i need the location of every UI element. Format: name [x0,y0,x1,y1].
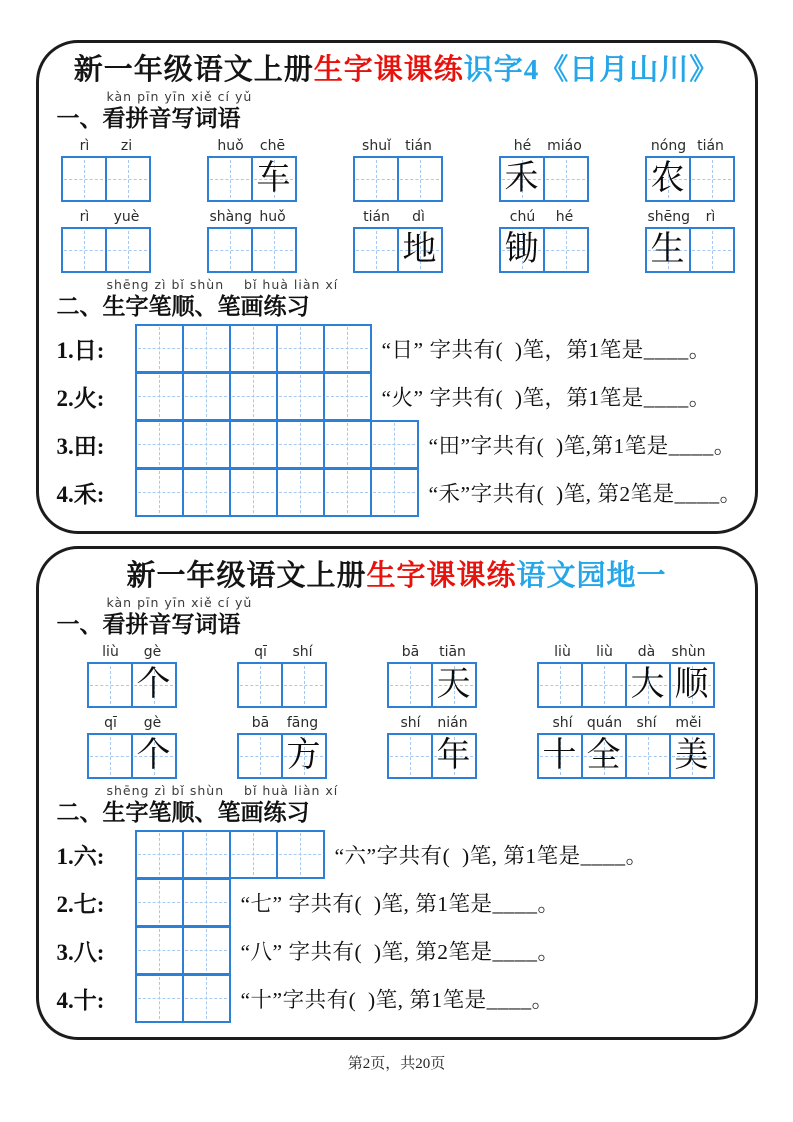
word-group [87,643,177,708]
writing-grid [353,156,443,202]
pinyin-row [210,137,294,155]
hanzi-char: 锄 [504,231,539,268]
hanzi-char: 顺 [674,666,709,703]
writing-grid [353,227,443,273]
writing-grid-cell [281,664,325,706]
stroke-practice-grid [135,878,231,927]
stroke-practice-cell [137,976,182,1021]
writing-grid-cell [581,664,625,706]
writing-grid-cell [239,735,281,777]
pinyin-syllable: yuè [113,209,140,225]
card1-title-red: 生字课课练 [313,54,464,86]
pinyin-row [90,643,174,661]
pinyin-syllable: chē [259,138,286,154]
pinyin-syllable: rì [705,209,716,225]
card2-title-cyan: 语文园地一 [516,560,667,592]
writing-grid-cell [539,664,581,706]
writing-grid-cell [281,735,325,777]
word-group [207,137,297,202]
stroke-practice-cell [323,470,370,515]
practice-row [53,973,741,1023]
practice-row [53,877,741,927]
writing-grid-cell [131,664,175,706]
pinyin-word-row [53,133,741,204]
stroke-practice-cell [323,374,370,419]
writing-grid-cell [355,158,397,200]
pinyin-syllable: dà [637,644,656,660]
writing-grid [61,227,151,273]
stroke-practice-grid [135,974,231,1023]
stroke-practice-cell [229,422,276,467]
pinyin-row [356,208,440,226]
pinyin-word-row [53,639,741,710]
stroke-practice-cell [276,832,323,877]
stroke-practice-cell [370,470,417,515]
stroke-practice-cell [276,422,323,467]
card1-title-cyan: 识字4《日月山川》 [463,54,720,86]
stroke-practice-cell [137,374,182,419]
stroke-practice-grid [135,420,419,469]
pinyin-syllable: hé [513,138,532,154]
writing-grid [87,662,177,708]
pinyin-row [390,714,474,732]
pinyin-row [648,137,732,155]
pinyin-syllable: tián [363,209,390,225]
stroke-count-question: “六”字共有( )笔, 第1笔是____。 [334,843,648,868]
pinyin-syllable: liù [554,644,571,660]
hanzi-char: 车 [256,160,291,197]
word-group [237,714,327,779]
stroke-practice-cell [323,422,370,467]
writing-grid-cell [209,158,251,200]
word-group [61,208,151,273]
stroke-practice-cell [137,880,182,925]
pinyin-row [356,137,440,155]
stroke-practice-cell [323,326,370,371]
practice-row [53,323,741,373]
stroke-practice-cell [182,880,229,925]
word-group [499,208,589,273]
stroke-practice-cell [229,470,276,515]
practice-char-label: 2.七: [56,891,105,917]
stroke-count-question: “十”字共有( )笔, 第1笔是____。 [240,987,554,1012]
stroke-practice-grid [135,372,372,421]
writing-grid [207,156,297,202]
practice-char-label: 3.八: [56,939,105,965]
pinyin-row [502,137,586,155]
hanzi-char: 美 [674,737,709,774]
writing-grid [645,156,735,202]
pinyin-word-row [53,710,741,781]
pinyin-syllable: tián [405,138,432,154]
writing-grid-cell [105,229,149,271]
stroke-practice-cell [276,374,323,419]
writing-grid-cell [647,229,689,271]
hanzi-char: 年 [436,737,471,774]
stroke-count-question: “八” 字共有( )笔, 第2笔是____。 [240,939,560,964]
writing-grid [237,733,327,779]
writing-grid-cell [397,158,441,200]
pinyin-syllable: fāng [286,715,319,731]
pinyin-row [542,714,710,732]
word-group [353,137,443,202]
hanzi-char: 全 [586,737,621,774]
writing-grid [387,733,477,779]
writing-grid [237,662,327,708]
practice-row [53,419,741,469]
writing-grid [499,156,589,202]
writing-grid-cell [669,664,713,706]
pinyin-row [240,714,324,732]
pinyin-syllable: shùn [671,644,706,660]
pinyin-syllable: bā [251,715,270,731]
stroke-practice-cell [370,422,417,467]
pinyin-row [390,643,474,661]
pinyin-word-row [53,204,741,275]
stroke-practice-cell [229,374,276,419]
pinyin-row [210,208,294,226]
stroke-practice-grid [135,468,419,517]
pinyin-row [240,643,324,661]
card2-part1-pinyin: kàn pīn yīn xiě cí yǔ [106,595,253,610]
writing-grid-cell [625,664,669,706]
worksheet-card-2 [36,546,758,1040]
hanzi-char: 十 [542,737,577,774]
practice-row [53,467,741,517]
stroke-practice-cell [137,470,182,515]
writing-grid-cell [647,158,689,200]
pinyin-syllable: shí [292,644,313,660]
stroke-practice-grid [135,830,325,879]
writing-grid-cell [543,158,587,200]
stroke-practice-list [53,323,741,517]
pinyin-syllable: shí [552,715,573,731]
pinyin-syllable: shuǐ [362,138,391,154]
stroke-practice-cell [182,832,229,877]
pinyin-syllable: liù [596,644,613,660]
card2-title-red: 生字课课练 [366,560,517,592]
writing-grid-cell [689,229,733,271]
writing-grid-cell [669,735,713,777]
card1-part1-heading: 一、看拼音写词语 [56,106,241,131]
practice-char-label: 4.十: [56,987,105,1013]
pinyin-syllable: quán [586,715,623,731]
word-group [207,208,297,273]
hanzi-char: 生 [650,231,685,268]
pinyin-syllable: rì [79,138,90,154]
practice-row [53,371,741,421]
pinyin-row [502,208,586,226]
hanzi-char: 个 [136,737,171,774]
writing-grid-cell [543,229,587,271]
stroke-practice-grid [135,926,231,975]
writing-grid [537,733,715,779]
pinyin-syllable: shí [636,715,657,731]
stroke-practice-cell [137,832,182,877]
writing-grid-cell [625,735,669,777]
hanzi-char: 方 [286,737,321,774]
stroke-practice-cell [182,374,229,419]
card2-part2-pinyin: shēng zì bǐ shùn bǐ huà liàn xí [106,783,339,798]
card2-title [53,557,741,595]
writing-grid-cell [105,158,149,200]
writing-grid [645,227,735,273]
writing-grid [87,733,177,779]
writing-grid [537,662,715,708]
writing-grid-cell [131,735,175,777]
writing-grid-cell [389,664,431,706]
writing-grid-cell [501,229,543,271]
pinyin-row [64,137,148,155]
pinyin-syllable: dì [412,209,425,225]
pinyin-syllable: tiān [439,644,466,660]
pinyin-syllable: miáo [547,138,582,154]
word-group [537,714,715,779]
practice-char-label: 1.日: [56,337,105,363]
pinyin-row [90,714,174,732]
pinyin-syllable: tián [697,138,724,154]
writing-grid-cell [209,229,251,271]
writing-grid-cell [431,664,475,706]
stroke-practice-cell [182,976,229,1021]
card2-part1-heading: 一、看拼音写词语 [56,612,241,637]
writing-grid-cell [355,229,397,271]
card1-part2-heading: 二、生字笔顺、笔画练习 [56,294,310,319]
word-group [387,643,477,708]
writing-grid [387,662,477,708]
practice-char-label: 2.火: [56,385,105,411]
practice-char-label: 4.禾: [56,481,105,507]
word-group [499,137,589,202]
writing-grid-cell [501,158,543,200]
stroke-practice-cell [276,326,323,371]
writing-grid-cell [89,664,131,706]
worksheet-card-1 [36,40,758,534]
word-group [61,137,151,202]
writing-grid [61,156,151,202]
stroke-practice-cell [276,470,323,515]
stroke-practice-cell [182,326,229,371]
pinyin-syllable: gè [143,644,162,660]
word-group [87,714,177,779]
card1-part1-pinyin: kàn pīn yīn xiě cí yǔ [106,89,253,104]
pinyin-row [64,208,148,226]
pinyin-syllable: bā [401,644,420,660]
writing-grid-cell [689,158,733,200]
word-group [537,643,715,708]
practice-row [53,829,741,879]
stroke-practice-cell [182,470,229,515]
pinyin-syllable: chú [509,209,536,225]
hanzi-char: 禾 [504,160,539,197]
writing-grid-cell [431,735,475,777]
stroke-practice-cell [182,928,229,973]
writing-grid [499,227,589,273]
pinyin-syllable: qī [104,715,117,731]
writing-grid-cell [389,735,431,777]
hanzi-char: 农 [650,160,685,197]
card2-part2-heading: 二、生字笔顺、笔画练习 [56,800,310,825]
practice-row [53,925,741,975]
stroke-practice-cell [137,326,182,371]
writing-grid-cell [239,664,281,706]
word-group [237,643,327,708]
word-group [645,137,735,202]
word-group [387,714,477,779]
stroke-count-question: “禾”字共有( )笔, 第2笔是____。 [428,481,742,506]
writing-grid-cell [251,158,295,200]
pinyin-syllable: liù [102,644,119,660]
pinyin-syllable: nóng [650,138,687,154]
practice-char-label: 3.田: [56,433,105,459]
pinyin-syllable: nián [437,715,468,731]
card1-title [53,51,741,89]
pinyin-syllable: shàng [209,209,253,225]
hanzi-char: 个 [136,666,171,703]
pinyin-syllable: huǒ [217,138,244,154]
pinyin-syllable: huǒ [259,209,286,225]
pinyin-syllable: qī [254,644,267,660]
pinyin-syllable: hé [555,209,574,225]
pinyin-syllable: shí [400,715,421,731]
writing-grid-cell [397,229,441,271]
stroke-practice-cell [137,422,182,467]
writing-grid-cell [251,229,295,271]
writing-grid-cell [581,735,625,777]
hanzi-char: 天 [436,666,471,703]
stroke-count-question: “七” 字共有( )笔, 第1笔是____。 [240,891,560,916]
writing-grid-cell [63,158,105,200]
pinyin-syllable: měi [675,715,702,731]
pinyin-syllable: zi [120,138,133,154]
stroke-count-question: “日” 字共有( )笔，第1笔是____。 [381,337,711,362]
practice-char-label: 1.六: [56,843,105,869]
card1-part2-pinyin: shēng zì bǐ shùn bǐ huà liàn xí [106,277,339,292]
word-group [645,208,735,273]
pinyin-row [542,643,710,661]
pinyin-syllable: gè [143,715,162,731]
hanzi-char: 地 [402,231,437,268]
writing-grid-cell [539,735,581,777]
pinyin-syllable: rì [79,209,90,225]
hanzi-char: 大 [630,666,665,703]
stroke-practice-grid [135,324,372,373]
stroke-count-question: “田”字共有( )笔,第1笔是____。 [428,433,736,458]
card1-title-black: 新一年级语文上册 [73,54,314,86]
stroke-practice-cell [229,832,276,877]
writing-grid-cell [63,229,105,271]
stroke-practice-list [53,829,741,1023]
pinyin-row [648,208,732,226]
page-number: 第2页，共20页 [347,1056,446,1072]
stroke-practice-cell [229,326,276,371]
writing-grid [207,227,297,273]
writing-grid-cell [89,735,131,777]
stroke-count-question: “火” 字共有( )笔，第1笔是____。 [381,385,711,410]
word-group [353,208,443,273]
card2-title-black: 新一年级语文上册 [126,560,367,592]
stroke-practice-cell [137,928,182,973]
pinyin-syllable: shēng [647,209,691,225]
stroke-practice-cell [182,422,229,467]
